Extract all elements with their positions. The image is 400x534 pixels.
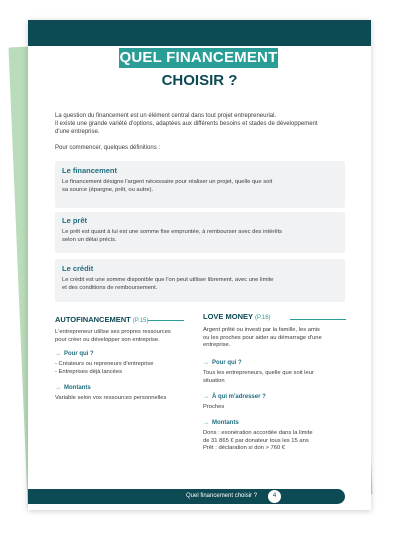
love-money-description <box>203 327 348 350</box>
montants-text <box>55 395 195 403</box>
document-page <box>28 20 371 510</box>
definition-line: Le financement désigne l'argent nécessaire pour réaliser un projet, quelle que soit <box>62 179 273 185</box>
column-title-text: LOVE MONEY <box>203 312 253 321</box>
subheading-montants <box>55 385 91 391</box>
autofinancement-description <box>55 329 195 344</box>
definition-line: Le prêt est quant à lui est une somme fixe empruntée, à rembourser avec des intérêts <box>62 229 283 235</box>
autofinancement-title <box>55 315 148 324</box>
intro-line: La question du financement est un élément central dans tout projet entrepreneurial. <box>55 113 277 119</box>
definition-box-credit <box>55 259 345 302</box>
page-number: 4 <box>268 490 281 503</box>
text-line: Proches <box>203 404 225 410</box>
definition-line: selon un délai précis. <box>62 236 117 243</box>
intro-lead: Pour commencer, quelques définitions : <box>55 145 161 151</box>
subheading-a-qui-m-adresser <box>203 394 266 400</box>
top-banner <box>28 20 371 46</box>
subheading-text: À qui m'adresser ? <box>212 394 266 400</box>
subheading-montants <box>203 420 239 426</box>
definition-text <box>62 229 332 244</box>
intro-line: Il existe une grande variété d'options, adaptées aux différents besoins et stades de développement <box>55 121 318 127</box>
page-title-line-2: CHOISIR ? <box>161 72 238 89</box>
subheading-text: Pour qui ? <box>212 360 242 366</box>
definition-text <box>62 179 332 194</box>
definition-title: Le financement <box>62 166 118 175</box>
definition-box-financement <box>55 161 345 208</box>
title-underline <box>290 319 346 320</box>
text-line: de 31 865 € par donateur tous les 15 ans <box>203 437 309 444</box>
text-line: Prêt : déclaration si don > 760 € <box>203 445 286 452</box>
subheading-text: Montants <box>64 385 91 391</box>
column-title-text: AUTOFINANCEMENT <box>55 315 131 324</box>
definition-line: et des conditions de remboursement. <box>62 284 158 291</box>
love-money-title <box>203 312 271 321</box>
intro-line: d'une entreprise. <box>55 129 100 135</box>
title-underline <box>148 320 184 321</box>
subheading-text: Pour qui ? <box>64 351 94 357</box>
text-line: Variable selon vos ressources personnelles <box>55 395 167 401</box>
text-line: situation <box>203 377 225 384</box>
text-line: Dons : exonération accordée dans la limite <box>203 430 313 436</box>
subheading-pour-qui <box>55 351 94 357</box>
subheading-text: Montants <box>212 420 239 426</box>
arrow-right-icon: → <box>203 394 209 400</box>
footer-bar <box>28 489 345 504</box>
text-line: L'entrepreneur utilise ses propres ressources <box>55 329 171 335</box>
page-reference: (P.16) <box>254 315 271 321</box>
text-line: ou les proches pour aider au démarrage d'une <box>203 334 322 341</box>
definition-title: Le crédit <box>62 264 94 273</box>
arrow-right-icon: → <box>203 420 209 426</box>
footer-title: Quel financement choisir ? <box>186 493 258 499</box>
text-line: entreprise. <box>203 342 231 349</box>
montants-text <box>203 430 348 453</box>
list-item: - Créateurs ou repreneurs d'entreprise <box>55 361 154 367</box>
definition-title: Le prêt <box>62 216 88 225</box>
arrow-right-icon: → <box>203 360 209 366</box>
definition-line: Le crédit est une somme disponible que l'on peut utiliser librement, avec une limite <box>62 277 274 283</box>
text-line: pour créer ou développer son entreprise. <box>55 336 160 343</box>
list-item: - Entreprises déjà lancées <box>55 368 123 375</box>
definition-text <box>62 277 332 292</box>
a-qui-text <box>203 404 348 412</box>
page-reference: (P.15) <box>132 318 149 324</box>
intro-paragraph <box>55 112 345 136</box>
arrow-right-icon: → <box>55 351 61 357</box>
subheading-pour-qui <box>203 360 242 366</box>
definition-line: sa source (épargne, prêt, ou autre). <box>62 186 154 193</box>
page-title-line-1: QUEL FINANCEMENT <box>119 49 278 66</box>
definition-box-pret <box>55 212 345 253</box>
arrow-right-icon: → <box>55 385 61 391</box>
text-line: Argent prêté ou investi par la famille, les amis <box>203 327 320 333</box>
text-line: Tous les entrepreneurs, quelle que soit leur <box>203 370 314 376</box>
pour-qui-list <box>55 361 195 376</box>
pour-qui-text <box>203 370 348 385</box>
